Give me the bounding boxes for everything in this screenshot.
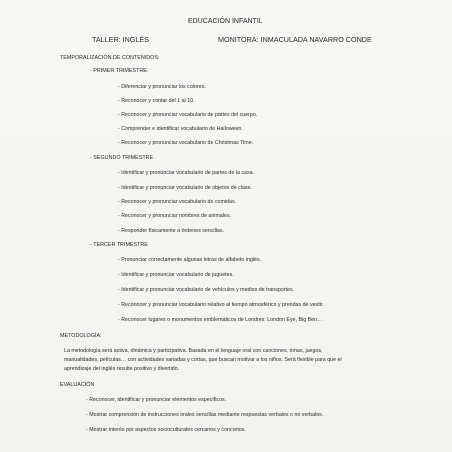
list-item: - Reconocer y pronunciar vocabulario de Christmas Time. bbox=[118, 140, 254, 146]
list-item: - Mostrar interés por aspectos socioculturales cercanos y concretos. bbox=[86, 427, 246, 433]
list-item: - Pronunciar correctamente algunas letras de alfabeto inglés. bbox=[118, 257, 262, 263]
trimestre-label: - SEGUNDO TRIMESTRE bbox=[90, 155, 154, 161]
list-item: - Reconocer, identificar y pronunciar elementos específicos. bbox=[86, 397, 227, 403]
list-item: - Reconocer y pronunciar nombres de animales. bbox=[118, 213, 232, 219]
document-title: EDUCACIÓN INFANTIL bbox=[188, 18, 263, 25]
evaluacion-heading: EVALUACIÓN bbox=[60, 382, 95, 388]
trimestre-label: - PRIMER TRIMESTRE. bbox=[90, 68, 149, 74]
list-item: - Reconocer y pronunciar vocabulario de comidas. bbox=[118, 199, 237, 205]
paragraph-line: La metodología será activa, dinámica y participativa. Basada en el lenguaje oral con canciones, rimas, juegos, bbox=[64, 348, 323, 354]
paragraph-line: manualidades, películas… con actividades variadas y cortas, que buscan motivar a los niños. Será flexible para que el bbox=[64, 357, 342, 363]
list-item: - Identificar y pronunciar vocabulario de objetos de clase. bbox=[118, 185, 252, 191]
list-item: - Identificar y pronunciar vocabulario de vehículos y medios de transportes. bbox=[118, 287, 295, 293]
trimestre-label: - TERCER TRIMESTRE bbox=[90, 242, 148, 248]
list-item: - Identificar y pronunciar vocabulario de juguetes. bbox=[118, 272, 234, 278]
temporalizacion-heading: TEMPORALIZACIÓN DE CONTENIDOS: bbox=[60, 55, 160, 61]
monitora-label: MONITORA: INMACULADA NAVARRO CONDE bbox=[218, 35, 372, 44]
list-item: - Reconocer y pronunciar vocabulario relativo al tiempo atmosférico y prendas de vestir. bbox=[118, 302, 324, 308]
list-item: - Reconocer lugares o monumentos emblemáticos de Londres: London Eye, Big Ben… bbox=[118, 317, 323, 323]
list-item: - Identificar y pronunciar vocabulario de partes de la casa. bbox=[118, 170, 255, 176]
paragraph-line: aprendizaje del inglés resulte positivo y divertido. bbox=[64, 366, 180, 372]
list-item: - Reconocer y contar del 1 al 10. bbox=[118, 98, 195, 104]
taller-label: TALLER: INGLÉS bbox=[92, 35, 149, 44]
list-item: - Mostrar comprensión de instrucciones orales sencillas mediante respuestas verbales o no verbales. bbox=[86, 412, 324, 418]
list-item: - Comprender e identificar vocabulario de Halloween. bbox=[118, 126, 243, 132]
list-item: - Reconocer y pronunciar vocabulario de partes del cuerpo. bbox=[118, 112, 258, 118]
metodologia-heading: METODOLOGÍA: bbox=[60, 333, 102, 339]
list-item: - Diferenciar y pronunciar los colores. bbox=[118, 84, 206, 90]
list-item: - Responder físicamente a órdenes sencillas. bbox=[118, 228, 224, 234]
